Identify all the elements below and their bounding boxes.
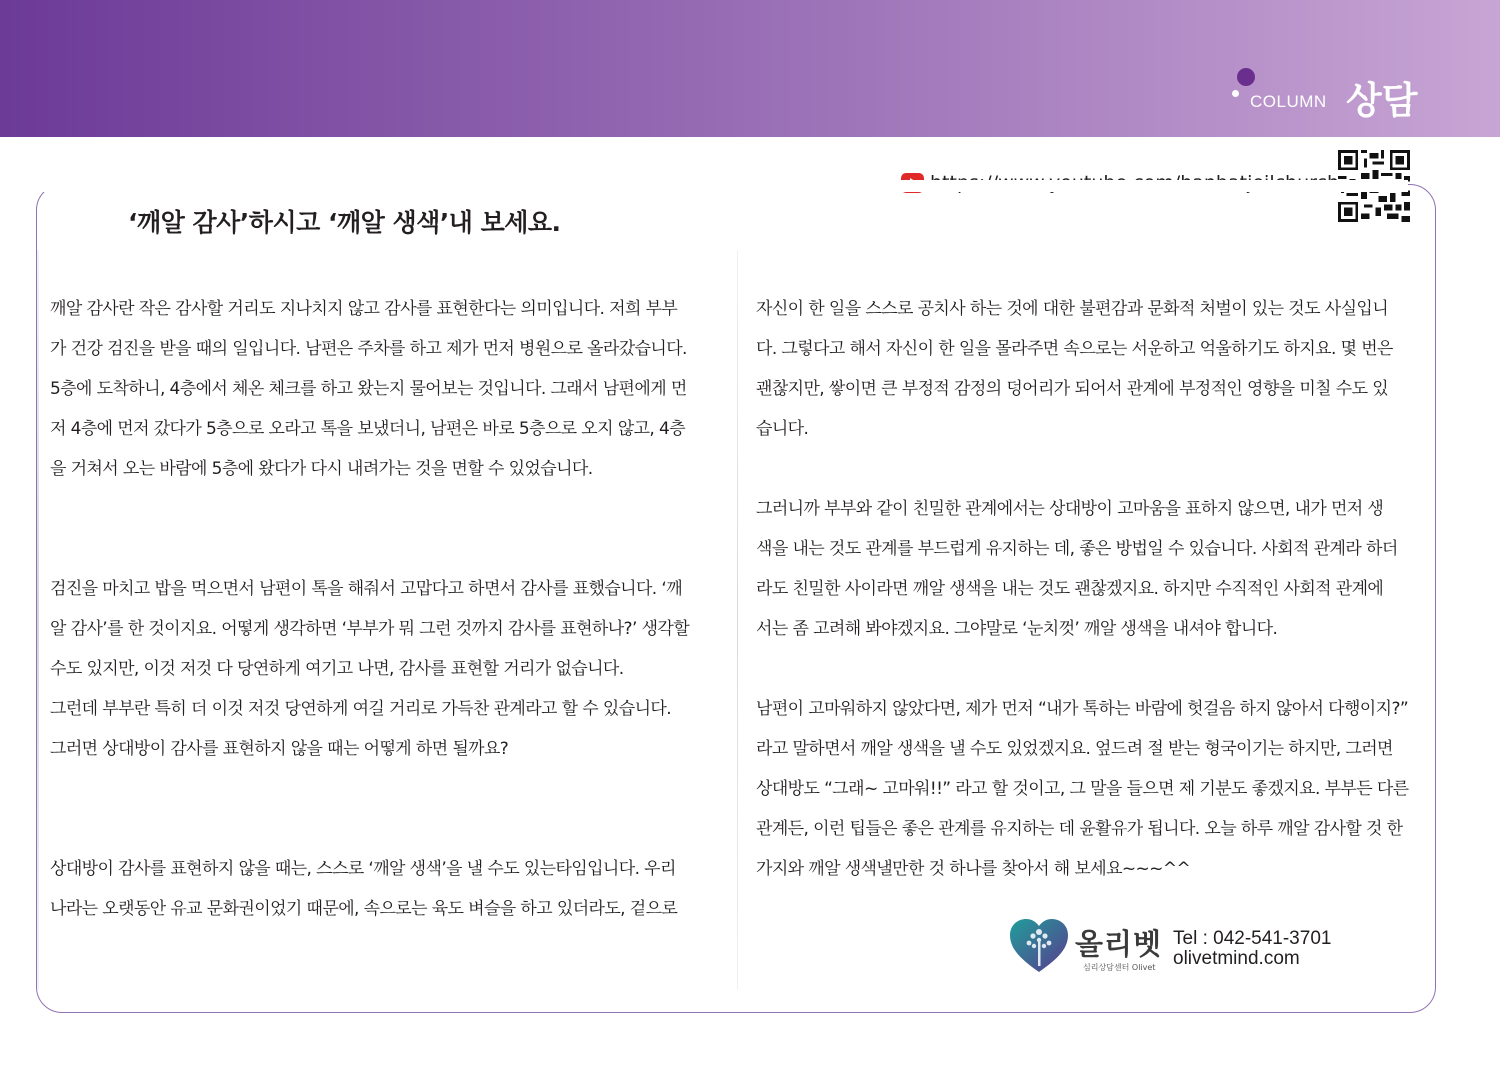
paragraph-gap (50, 489, 718, 529)
frame-gap (36, 180, 1408, 192)
column-label: COLUMN (1250, 92, 1327, 111)
paragraph-line: 가지와 깨알 생색낼만한 것 하나를 찾아서 해 보세요~~~^^ (756, 859, 1191, 879)
header-banner (0, 0, 1500, 137)
paragraph-line: 그러니까 부부와 같이 친밀한 관계에서는 상대방이 고마움을 표하지 않으면, 내가 먼저 생 (756, 499, 1384, 519)
decorative-dot-small-icon (1232, 90, 1239, 97)
paragraph-line: 상대방도 “그래~ 고마워!!” 라고 할 것이고, 그 말을 들으면 제 기분도 좋겠지요. 부부든 다른 (756, 779, 1409, 799)
paragraph-line: 다. 그렇다고 해서 자신이 한 일을 몰라주면 속으로는 서운하고 억울하기도 하지요. 몇 번은 (756, 339, 1393, 359)
right-column (756, 289, 1424, 889)
paragraph-line: 습니다. (756, 419, 809, 439)
left-column (50, 289, 718, 929)
paragraph-line: 그런데 부부란 특히 더 이것 저것 당연하게 여길 거리로 가득찬 관계라고 할 수 있습니다. (50, 699, 672, 719)
paragraph-line: 색을 내는 것도 관계를 부드럽게 유지하는 데, 좋은 방법일 수 있습니다. 사회적 관계라 하더 (756, 539, 1398, 559)
paragraph-line: 검진을 마치고 밥을 먹으면서 남편이 톡을 해줘서 고맙다고 하면서 감사를 표했습니다. ‘깨 (50, 579, 683, 599)
paragraph-line: 관계든, 이런 팁들은 좋은 관계를 유지하는 데 윤활유가 됩니다. 오늘 하루 깨알 감사할 것 한 (756, 819, 1403, 839)
logo-name: 올리벳 (1075, 927, 1163, 961)
phone-number: Tel : 042-541-3701 (1173, 928, 1332, 949)
paragraph-gap (756, 649, 1424, 689)
paragraph-line: 저 4층에 먼저 갔다가 5층으로 오라고 톡을 보냈더니, 남편은 바로 5층으로 오지 않고, 4층 (50, 419, 686, 439)
paragraph-gap (756, 449, 1424, 489)
logo-subtitle: 심리상담센터 Olivet (1083, 963, 1156, 972)
paragraph-line: 서는 좀 고려해 봐야겠지요. 그야말로 ‘눈치껏’ 깨알 생색을 내셔야 합니다. (756, 619, 1278, 639)
paragraph-gap (50, 809, 718, 849)
left-edge-shade (37, 250, 39, 990)
paragraph-gap (50, 529, 718, 569)
paragraph-line: 수도 있지만, 이것 저것 다 당연하게 여기고 나면, 감사를 표현할 거리가 없습니다. (50, 659, 624, 679)
website-link[interactable]: olivetmind.com (1173, 948, 1300, 969)
paragraph-line: 그러면 상대방이 감사를 표현하지 않을 때는 어떻게 하면 될까요? (50, 739, 509, 759)
paragraph-line: 알 감사’를 한 것이지요. 어떻게 생각하면 ‘부부가 뭐 그런 것까지 감사를 표현하나?’ 생각할 (50, 619, 690, 639)
column-divider (737, 250, 738, 990)
paragraph-line: 남편이 고마워하지 않았다면, 제가 먼저 “내가 톡하는 바람에 헛걸음 하지 않아서 다행이지?” (756, 699, 1409, 719)
paragraph-line: 가 건강 검진을 받을 때의 일입니다. 남편은 주차를 하고 제가 먼저 병원으로 올라갔습니다. (50, 339, 687, 359)
decorative-dot-icon (1237, 68, 1255, 86)
olivet-heart-logo-icon (1009, 918, 1069, 974)
paragraph-line: 나라는 오랫동안 유교 문화권이었기 때문에, 속으로는 육도 벼슬을 하고 있더라도, 겉으로 (50, 899, 678, 919)
column-title: 상담 (1346, 79, 1418, 122)
paragraph-line: 상대방이 감사를 표현하지 않을 때는, 스스로 ‘깨알 생색’을 낼 수도 있는타임입니다. 우리 (50, 859, 676, 879)
paragraph-line: 5층에 도착하니, 4층에서 체온 체크를 하고 왔는지 물어보는 것입니다. 그래서 남편에게 먼 (50, 379, 687, 399)
paragraph-line: 을 거쳐서 오는 바람에 5층에 왔다가 다시 내려가는 것을 면할 수 있었습니다. (50, 459, 593, 479)
article-title: ‘깨알 감사’하시고 ‘깨알 생색’내 보세요. (128, 208, 561, 237)
paragraph-line: 라고 말하면서 깨알 생색을 낼 수도 있었겠지요. 엎드려 절 받는 형국이기는 하지만, 그러면 (756, 739, 1393, 759)
paragraph-gap (50, 769, 718, 809)
paragraph-line: 괜찮지만, 쌓이면 큰 부정적 감정의 덩어리가 되어서 관계에 부정적인 영향을 미칠 수도 있 (756, 379, 1389, 399)
paragraph-line: 깨알 감사란 작은 감사할 거리도 지나치지 않고 감사를 표현한다는 의미입니다. 저희 부부 (50, 299, 678, 319)
paragraph-line: 자신이 한 일을 스스로 공치사 하는 것에 대한 불편감과 문화적 처벌이 있는 것도 사실입니 (756, 299, 1389, 319)
paragraph-line: 라도 친밀한 사이라면 깨알 생색을 내는 것도 괜찮겠지요. 하지만 수직적인 사회적 관계에 (756, 579, 1384, 599)
